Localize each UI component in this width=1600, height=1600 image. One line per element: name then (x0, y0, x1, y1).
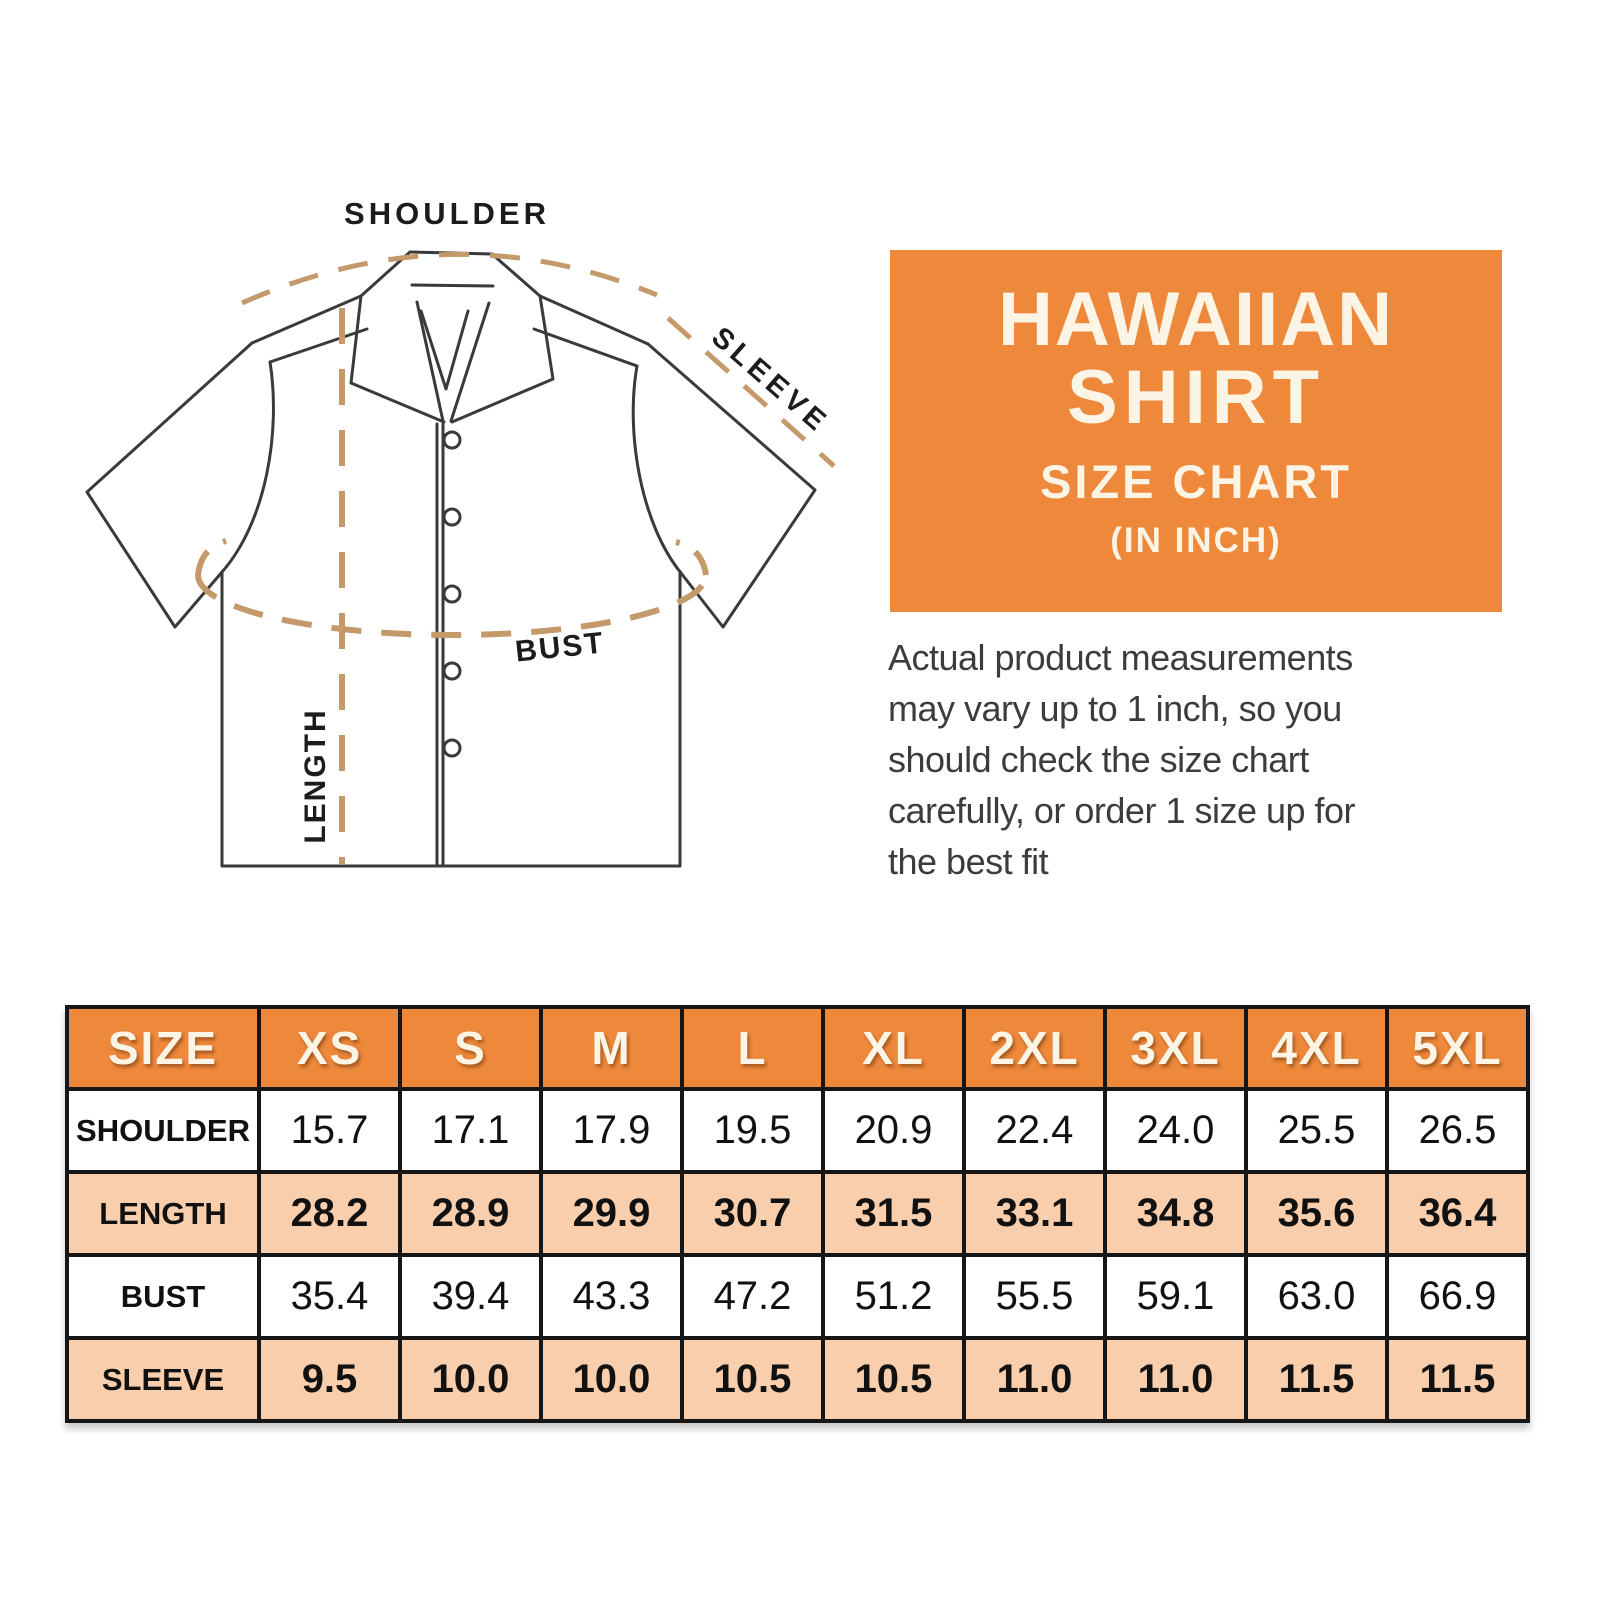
button-icons (444, 432, 460, 756)
table-row-sleeve (67, 1338, 1528, 1421)
measurement-value: 28.2 (259, 1172, 400, 1255)
sleeve-measure-line (668, 318, 834, 466)
bust-measure-ellipse-left-cap (198, 541, 226, 575)
measurement-value: 10.5 (682, 1338, 823, 1421)
disclaimer-line: carefully, or order 1 size up for (888, 790, 1356, 831)
measurement-value: 28.9 (400, 1172, 541, 1255)
measurement-value: 17.9 (541, 1089, 682, 1172)
col-header-size: SIZE (67, 1007, 259, 1089)
bust-measure-label: BUST (513, 626, 607, 669)
measurement-value: 11.5 (1387, 1338, 1528, 1421)
measurement-value: 26.5 (1387, 1089, 1528, 1172)
size-table (65, 1005, 1530, 1423)
measurement-value: 63.0 (1246, 1255, 1387, 1338)
title-panel (890, 250, 1502, 612)
disclaimer-line: the best fit (888, 841, 1049, 882)
disclaimer-line: may vary up to 1 inch, so you (888, 688, 1342, 729)
row-label: LENGTH (67, 1172, 259, 1255)
measurement-value: 25.5 (1246, 1089, 1387, 1172)
row-label: BUST (67, 1255, 259, 1338)
measurement-value: 66.9 (1387, 1255, 1528, 1338)
measurement-value: 10.5 (823, 1338, 964, 1421)
measurement-value: 11.0 (1105, 1338, 1246, 1421)
measurement-value: 39.4 (400, 1255, 541, 1338)
size-table-body (67, 1089, 1528, 1421)
measurement-value: 29.9 (541, 1172, 682, 1255)
unit-note: (IN INCH) (1110, 520, 1282, 560)
title-line-2: SHIRT (1067, 355, 1325, 440)
measurement-value: 15.7 (259, 1089, 400, 1172)
col-header-m: M (541, 1007, 682, 1089)
sleeve-measure-label: SLEEVE (705, 321, 836, 441)
measurement-value: 22.4 (964, 1089, 1105, 1172)
measurement-value: 9.5 (259, 1338, 400, 1421)
measurement-value: 33.1 (964, 1172, 1105, 1255)
measurement-value: 19.5 (682, 1089, 823, 1172)
disclaimer-line: should check the size chart (888, 739, 1309, 780)
col-header-3xl: 3XL (1105, 1007, 1246, 1089)
title-line-1: HAWAIIAN (998, 277, 1394, 362)
table-row-length (67, 1172, 1528, 1255)
disclaimer-line: Actual product measurements (888, 637, 1353, 678)
measurement-value: 47.2 (682, 1255, 823, 1338)
measurement-value: 17.1 (400, 1089, 541, 1172)
col-header-s: S (400, 1007, 541, 1089)
measurement-value: 35.4 (259, 1255, 400, 1338)
measurement-value: 10.0 (400, 1338, 541, 1421)
size-table-header (67, 1007, 1528, 1089)
bust-measure-ellipse (198, 575, 706, 635)
measurement-value: 31.5 (823, 1172, 964, 1255)
measurement-value: 35.6 (1246, 1172, 1387, 1255)
col-header-xs: XS (259, 1007, 400, 1089)
measurement-value: 36.4 (1387, 1172, 1528, 1255)
col-header-4xl: 4XL (1246, 1007, 1387, 1089)
shoulder-measure-arc (242, 254, 657, 303)
col-header-5xl: 5XL (1387, 1007, 1528, 1089)
measurement-value: 24.0 (1105, 1089, 1246, 1172)
measurement-disclaimer (888, 632, 1355, 887)
measurement-value: 20.9 (823, 1089, 964, 1172)
shoulder-measure-label: SHOULDER (344, 196, 550, 231)
measurement-value: 11.5 (1246, 1338, 1387, 1421)
measurement-value: 59.1 (1105, 1255, 1246, 1338)
measurement-value: 30.7 (682, 1172, 823, 1255)
table-row-bust (67, 1255, 1528, 1338)
table-row-shoulder (67, 1089, 1528, 1172)
col-header-l: L (682, 1007, 823, 1089)
subtitle: SIZE CHART (1040, 454, 1352, 508)
measurement-value: 43.3 (541, 1255, 682, 1338)
measurement-value: 51.2 (823, 1255, 964, 1338)
col-header-2xl: 2XL (964, 1007, 1105, 1089)
row-label: SLEEVE (67, 1338, 259, 1421)
length-measure-label: LENGTH (299, 708, 332, 844)
col-header-xl: XL (823, 1007, 964, 1089)
measurement-value: 34.8 (1105, 1172, 1246, 1255)
measurement-value: 10.0 (541, 1338, 682, 1421)
row-label: SHOULDER (67, 1089, 259, 1172)
measurement-value: 55.5 (964, 1255, 1105, 1338)
measurement-value: 11.0 (964, 1338, 1105, 1421)
